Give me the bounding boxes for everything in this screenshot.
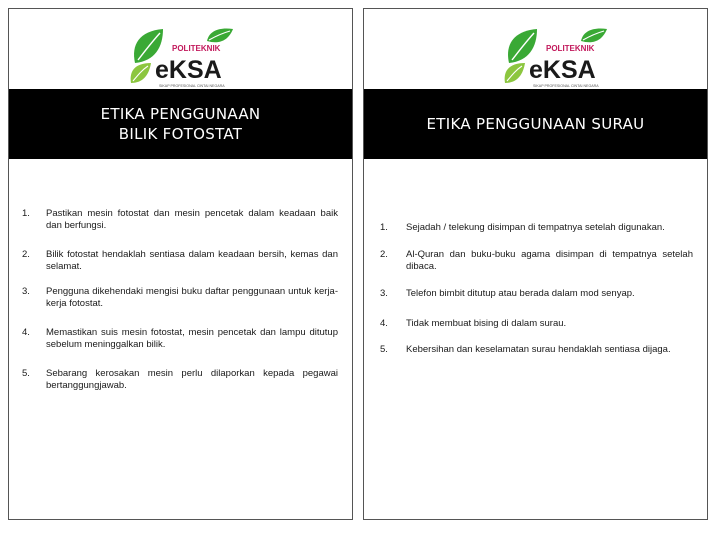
poster-title: ETIKA PENGGUNAAN BILIK FOTOSTAT xyxy=(100,105,261,143)
rule-item xyxy=(364,318,707,330)
rule-item xyxy=(9,208,352,232)
rule-item xyxy=(9,249,352,273)
logo-tagline: SIKAP PROFESIONAL CINTAI NEGARA xyxy=(159,84,225,88)
rule-number: 4. xyxy=(22,327,30,338)
rule-number: 5. xyxy=(380,344,388,355)
poster-title: ETIKA PENGGUNAAN SURAU xyxy=(426,115,645,133)
rule-number: 3. xyxy=(380,288,388,299)
rule-number: 1. xyxy=(22,208,30,219)
logo-institution-text: POLITEKNIK xyxy=(546,44,595,53)
eksa-logo xyxy=(129,23,239,91)
rule-number: 2. xyxy=(380,249,388,260)
rule-number: 3. xyxy=(22,286,30,297)
logo-institution-text: POLITEKNIK xyxy=(172,44,221,53)
rule-item xyxy=(9,286,352,310)
rule-text: Tidak membuat bising di dalam surau. xyxy=(406,318,567,329)
logo-tagline: SIKAP PROFESIONAL CINTAI NEGARA xyxy=(533,84,599,88)
rules-list xyxy=(9,208,352,405)
title-bar xyxy=(364,89,707,159)
rules-list xyxy=(364,222,707,371)
rule-text: Al-Quran dan buku-buku agama disimpan di tempatnya setelah dibaca. xyxy=(406,249,693,272)
eksa-logo xyxy=(503,23,613,91)
poster-card-surau xyxy=(363,8,708,520)
title-bar xyxy=(9,89,352,159)
poster-card-bilik-fotostat xyxy=(8,8,353,520)
rule-number: 2. xyxy=(22,249,30,260)
rule-text: Pastikan mesin fotostat dan mesin pencetak dalam keadaan baik dan berfungsi. xyxy=(46,208,338,231)
rule-number: 1. xyxy=(380,222,388,233)
rule-text: Telefon bimbit ditutup atau berada dalam mod senyap. xyxy=(406,288,635,299)
rule-text: Sejadah / telekung disimpan di tempatnya setelah digunakan. xyxy=(406,222,665,233)
rule-item xyxy=(364,249,707,273)
rule-number: 4. xyxy=(380,318,388,329)
rule-item xyxy=(9,368,352,392)
rule-item xyxy=(9,327,352,351)
rule-text: Bilik fotostat hendaklah sentiasa dalam keadaan bersih, kemas dan selamat. xyxy=(46,249,338,272)
rule-item xyxy=(364,344,707,356)
rule-text: Memastikan suis mesin fotostat, mesin pencetak dan lampu ditutup sebelum meninggalkan bilik. xyxy=(46,327,338,350)
logo-wordmark: eKSA xyxy=(155,56,222,84)
rule-text: Pengguna dikehendaki mengisi buku daftar penggunaan untuk kerja-kerja fotostat. xyxy=(46,286,338,309)
rule-text: Kebersihan dan keselamatan surau hendaklah sentiasa dijaga. xyxy=(406,344,671,355)
rule-text: Sebarang kerosakan mesin perlu dilaporkan kepada pegawai bertanggungjawab. xyxy=(46,368,338,391)
rule-number: 5. xyxy=(22,368,30,379)
rule-item xyxy=(364,222,707,234)
logo-wordmark: eKSA xyxy=(529,56,596,84)
rule-item xyxy=(364,288,707,300)
